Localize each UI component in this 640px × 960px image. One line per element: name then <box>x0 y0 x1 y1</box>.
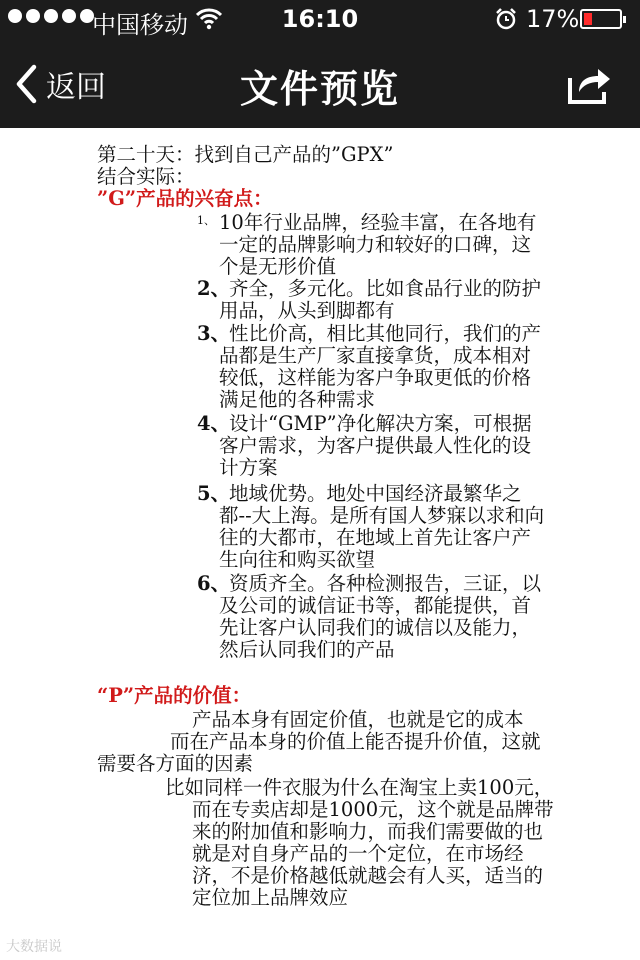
g-item-marker: 5、 <box>197 482 231 505</box>
alarm-icon <box>494 7 518 37</box>
battery-icon <box>580 9 622 29</box>
g-item-marker: 1、 <box>197 214 215 227</box>
battery-percent: 17% <box>526 5 580 33</box>
g-item-line: 都--大上海。是所有国人梦寐以求和向 <box>219 504 545 527</box>
g-item-line: 客户需求，为客户提供最人性化的设 <box>219 434 532 457</box>
status-bar <box>0 0 640 40</box>
p-section-line: 而在专卖店却是1000元，这个就是品牌带 <box>192 798 554 821</box>
g-item-line: 先让客户认同我们的诚信以及能力， <box>219 616 532 639</box>
navigation-bar <box>0 40 640 128</box>
p-section-line: 比如同样一件衣服为什么在淘宝上卖100元， <box>165 776 554 799</box>
page-title: 文件预览 <box>239 67 400 111</box>
g-item-line: 品都是生产厂家直接拿货，成本相对 <box>219 344 532 367</box>
share-icon[interactable] <box>566 64 612 106</box>
p-section-line: 就是对自身产品的一个定位，在市场经 <box>192 842 524 865</box>
g-item-line: 性比价高，相比其他同行，我们的产 <box>229 322 542 345</box>
g-item-line: 10年行业品牌，经验丰富，在各地有 <box>219 211 537 234</box>
p-section-line: 来的附加值和影响力，而我们需要做的也 <box>192 820 544 843</box>
watermark: 大数据说 <box>6 939 62 955</box>
doc-heading: 第二十天：找到自己产品的”GPX” <box>97 143 394 166</box>
document-preview <box>0 128 640 960</box>
p-section-line: 产品本身有固定价值，也就是它的成本 <box>192 708 524 731</box>
g-item-line: 满足他的各种需求 <box>219 388 376 411</box>
g-item-line: 个是无形价值 <box>219 255 337 278</box>
clock-time: 16:10 <box>281 5 359 33</box>
g-item-line: 往的大都市，在地域上首先让客户产 <box>219 526 532 549</box>
p-section-line: 需要各方面的因素 <box>97 752 254 775</box>
g-item-marker: 3、 <box>197 322 231 345</box>
doc-subheading: 结合实际： <box>97 165 195 188</box>
p-section-line: 而在产品本身的价值上能否提升价值，这就 <box>170 730 541 753</box>
g-item-line: 较低，这样能为客户争取更低的价格 <box>219 366 532 389</box>
g-item-marker: 4、 <box>197 412 231 435</box>
g-item-line: 齐全，多元化。比如食品行业的防护 <box>229 277 542 300</box>
g-item-line: 资质齐全。各种检测报告，三证，以 <box>229 572 542 595</box>
g-item-line: 一定的品牌影响力和较好的口碑，这 <box>219 233 532 256</box>
g-item-line: 用品，从头到脚都有 <box>219 299 395 322</box>
g-item-line: 及公司的诚信证书等，都能提供，首 <box>219 594 532 617</box>
p-section-line: 济，不是价格越低就越会有人买，适当的 <box>192 864 544 887</box>
g-item-line: 地域优势。地处中国经济最繁华之 <box>229 482 522 505</box>
g-item-marker: 6、 <box>197 572 231 595</box>
g-item-line: 生向往和购买欲望 <box>219 548 376 571</box>
g-item-marker: 2、 <box>197 277 231 300</box>
g-section-title: ”G”产品的兴奋点： <box>97 187 273 210</box>
g-item-line: 然后认同我们的产品 <box>219 638 395 661</box>
back-button-label: 返回 <box>46 70 106 105</box>
g-item-line: 计方案 <box>219 456 278 479</box>
g-item-line: 设计“GMP”净化解决方案，可根据 <box>229 412 532 435</box>
carrier-name: 中国移动 <box>92 11 188 39</box>
p-section-line: 定位加上品牌效应 <box>192 886 349 909</box>
p-section-title: “P”产品的价值： <box>97 684 252 707</box>
